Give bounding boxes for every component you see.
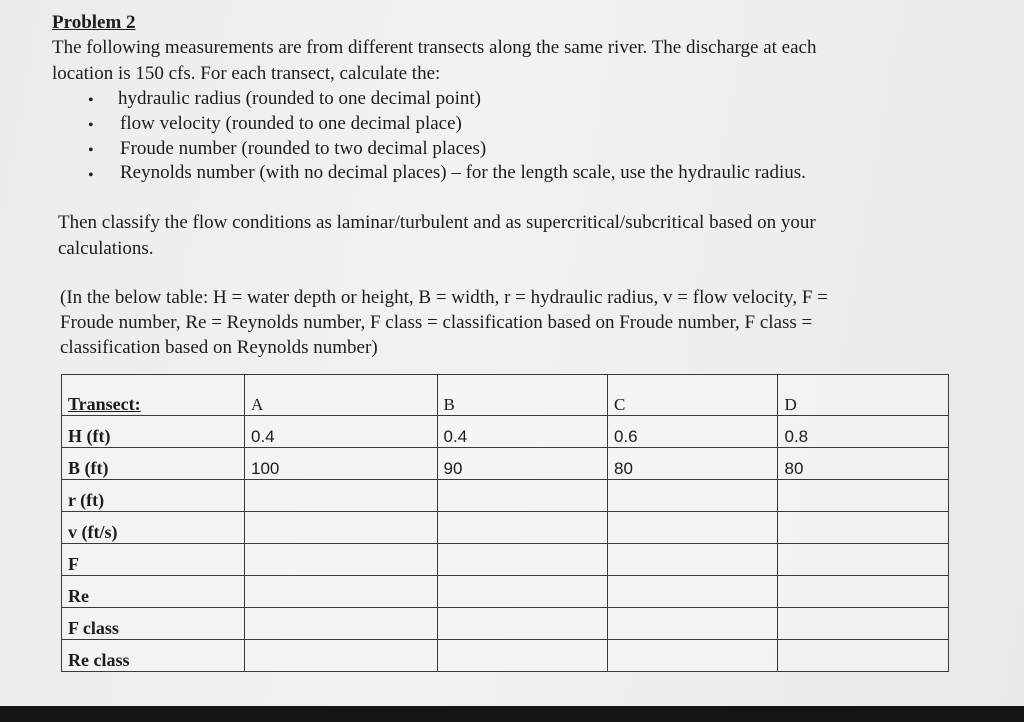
bullet-marker-4: • — [88, 167, 94, 184]
bullet-item-hydraulic-radius: hydraulic radius (rounded to one decimal point) — [118, 88, 482, 109]
cell-h-c: 0.6 — [608, 416, 778, 448]
cell-b-c: 80 — [608, 448, 778, 480]
cell-reclass-c — [608, 640, 778, 672]
cell-f-c — [608, 544, 778, 576]
problem-title: Problem 2 — [52, 12, 136, 33]
table-row — [62, 640, 949, 672]
cell-reclass-d — [778, 640, 949, 672]
table-row — [62, 416, 949, 448]
table-row — [62, 512, 949, 544]
page-bottom-edge — [0, 706, 1024, 722]
row-label-v: v (ft/s) — [62, 512, 245, 544]
cell-f-a — [245, 544, 438, 576]
cell-reclass-a — [245, 640, 438, 672]
cell-b-b: 90 — [437, 448, 607, 480]
cell-r-b — [437, 480, 607, 512]
cell-r-a — [245, 480, 438, 512]
bullet-marker-1: • — [88, 92, 94, 109]
cell-fclass-a — [245, 608, 438, 640]
cell-r-c — [608, 480, 778, 512]
header-col-a: A — [245, 375, 438, 416]
cell-reclass-b — [437, 640, 607, 672]
bullet-item-flow-velocity: flow velocity (rounded to one decimal place) — [120, 113, 462, 134]
cell-fclass-d — [778, 608, 949, 640]
header-label-transect: Transect: — [62, 375, 245, 416]
table-row — [62, 608, 949, 640]
bullet-marker-3: • — [88, 142, 94, 159]
cell-re-c — [608, 576, 778, 608]
header-col-b: B — [437, 375, 607, 416]
row-label-f-class: F class — [62, 608, 245, 640]
table-row — [62, 480, 949, 512]
row-label-r: r (ft) — [62, 480, 245, 512]
cell-fclass-b — [437, 608, 607, 640]
cell-r-d — [778, 480, 949, 512]
row-label-h: H (ft) — [62, 416, 245, 448]
cell-b-d: 80 — [778, 448, 949, 480]
table-row — [62, 448, 949, 480]
cell-h-d: 0.8 — [778, 416, 949, 448]
cell-f-b — [437, 544, 607, 576]
cell-v-c — [608, 512, 778, 544]
table-row — [62, 544, 949, 576]
cell-v-d — [778, 512, 949, 544]
header-col-d: D — [778, 375, 949, 416]
intro-line-1: The following measurements are from different transects along the same river. The discharge at each — [52, 37, 817, 58]
bullet-marker-2: • — [88, 117, 94, 134]
transect-table — [61, 374, 949, 672]
bullet-item-froude-number: Froude number (rounded to two decimal places) — [120, 138, 487, 159]
classify-line-2: calculations. — [58, 238, 154, 259]
row-label-re: Re — [62, 576, 245, 608]
row-label-b: B (ft) — [62, 448, 245, 480]
cell-re-b — [437, 576, 607, 608]
intro-line-2: location is 150 cfs. For each transect, calculate the: — [52, 63, 441, 84]
table-row — [62, 576, 949, 608]
table-header-row — [62, 375, 949, 416]
cell-v-b — [437, 512, 607, 544]
bullet-item-reynolds-number: Reynolds number (with no decimal places) – for the length scale, use the hydraulic radius. — [120, 162, 806, 183]
row-label-f: F — [62, 544, 245, 576]
legend-line-3: classification based on Reynolds number) — [60, 337, 378, 358]
cell-h-a: 0.4 — [245, 416, 438, 448]
cell-re-a — [245, 576, 438, 608]
cell-fclass-c — [608, 608, 778, 640]
cell-b-a: 100 — [245, 448, 438, 480]
header-col-c: C — [608, 375, 778, 416]
legend-line-1: (In the below table: H = water depth or height, B = width, r = hydraulic radius, v = flow velocity, F = — [60, 287, 828, 308]
cell-v-a — [245, 512, 438, 544]
legend-line-2: Froude number, Re = Reynolds number, F class = classification based on Froude number, F class = — [60, 312, 813, 333]
classify-line-1: Then classify the flow conditions as laminar/turbulent and as supercritical/subcritical based on your — [58, 212, 816, 233]
cell-re-d — [778, 576, 949, 608]
row-label-re-class: Re class — [62, 640, 245, 672]
cell-f-d — [778, 544, 949, 576]
cell-h-b: 0.4 — [437, 416, 607, 448]
